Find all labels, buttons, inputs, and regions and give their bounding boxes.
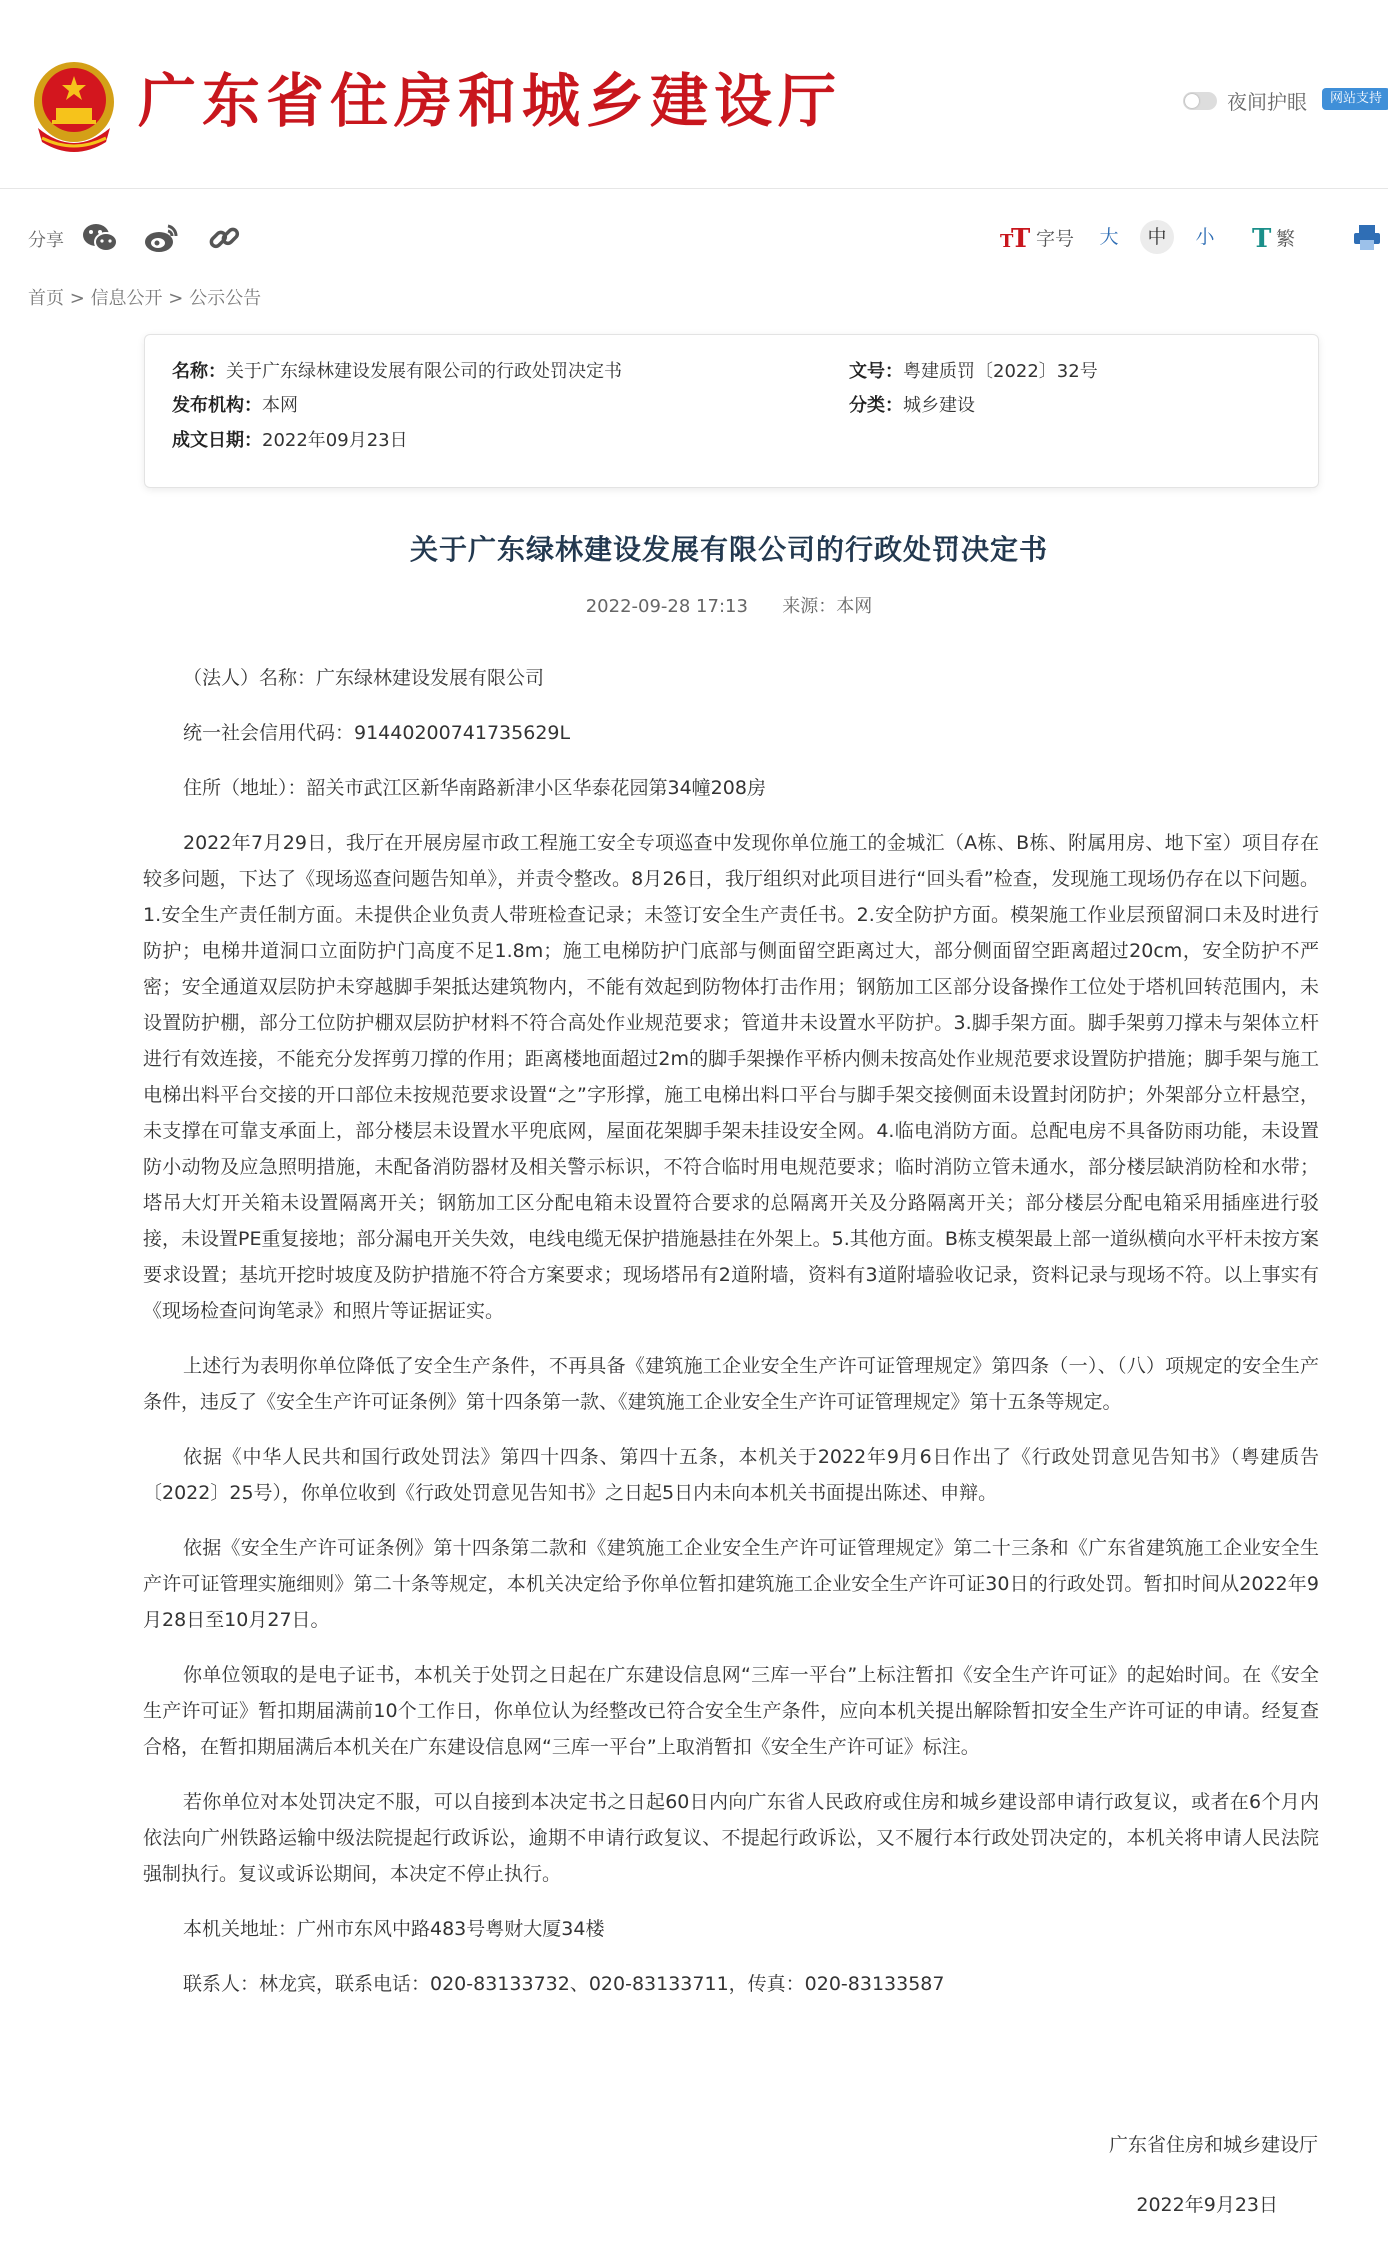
meta-date-label: 成文日期： [172,430,262,451]
meta-publisher-label: 发布机构： [172,395,262,416]
sign-date: 2022年9月23日 [1136,2194,1278,2216]
site-header [0,0,1388,189]
site-title[interactable]: 广东省住房和城乡建设厅 [138,67,843,135]
signature: 广东省住房和城乡建设厅 [1108,2134,1318,2156]
print-icon[interactable] [1352,222,1382,252]
meta-publisher-value: 本网 [262,395,298,416]
paragraph-decision: 依据《安全生产许可证条例》第十四条第二款和《建筑施工企业安全生产许可证管理规定》第二十三条和《广东省建筑施工企业安全生产许可证管理实施细则》第二十条等规定，本机关决定给予你单位暂扣建筑施工企业安全生产许可证30日的行政处罚。暂扣时间从2022年9月28日至10月27日。 [143,1537,1319,1631]
paragraph-notice: 依据《中华人民共和国行政处罚法》第四十四条、第四十五条，本机关于2022年9月6日作出了《行政处罚意见告知书》（粤建质告〔2022〕25号），你单位收到《行政处罚意见告知书》之日起5日内未向本机关书面提出陈述、申辩。 [143,1446,1319,1504]
traditional-chinese-toggle[interactable] [1252,220,1295,254]
breadcrumb-announcements[interactable]: 公示公告 [189,288,262,309]
svg-text:T: T [1011,224,1030,251]
toggle-switch-icon[interactable] [1183,92,1217,110]
meta-category [849,391,975,417]
toolbar [0,212,1388,262]
meta-category-label: 分类： [849,395,903,416]
breadcrumb [28,284,261,310]
font-size-icon [1000,223,1030,251]
paragraph-office-address: 本机关地址：广州市东风中路483号粤财大厦34楼 [183,1918,605,1940]
svg-text:T: T [1000,231,1014,251]
paragraph-certificate: 你单位领取的是电子证书，本机关于处罚之日起在广东建设信息网“三库一平台”上标注暂扣《安全生产许可证》的起始时间。在《安全生产许可证》暂扣期届满前10个工作日，你单位认为经整改已符合安全生产条件，应向本机关提出解除暂扣安全生产许可证的申请。经复查合格，在暂扣期届满后本机关在广东建设信息网“三库一平台”上取消暂扣《安全生产许可证》标注。 [143,1664,1319,1758]
meta-doc-no [849,357,1098,383]
support-badge[interactable]: 网站支持 [1322,88,1388,110]
article-title: 关于广东绿林建设发展有限公司的行政处罚决定书 [409,533,1048,566]
paragraph-legal-name: （法人）名称：广东绿林建设发展有限公司 [183,667,545,689]
paragraph-facts: 2022年7月29日，我厅在开展房屋市政工程施工安全专项巡查中发现你单位施工的金城汇（A栋、B栋、附属用房、地下室）项目存在较多问题，下达了《现场巡查问题告知单》，并责令整改。8月26日，我厅组织对此项目进行“回头看”检查，发现施工现场仍存在以下问题。1.安全生产责任制方面。未提供企业负责人带班检查记录；未签订安全生产责任书。2.安全防护方面。模架施工作业层预留洞口未及时进行防护；电梯井道洞口立面防护门高度不足1.8m；施工电梯防护门底部与侧面留空距离过大，部分侧面留空距离超过20cm，安全防护不严密；安全通道双层防护未穿越脚手架抵达建筑物内，不能有效起到防物体打击作用；钢筋加工区部分设备操作工位处于塔机回转范围内，未设置防护棚，部分工位防护棚双层防护材料不符合高处作业规范要求；管道井未设置水平防护。3.脚手架方面。脚手架剪刀撑未与架体立杆进行有效连接，不能充分发挥剪刀撑的作用；距离楼地面超过2m的脚手架操作平桥内侧未按高处作业规范要求设置防护措施；脚手架与施工电梯出料平台交接的开口部位未按规范要求设置“之”字形撑，施工电梯出料口平台与脚手架交接侧面未设置封闭防护；外架部分立杆悬空，未支撑在可靠支承面上，部分楼层未设置水平兜底网，屋面花架脚手架未挂设安全网。4.临电消防方面。总配电房不具备防雨功能，未设置防小动物及应急照明措施，未配备消防器材及相关警示标识，不符合临时用电规范要求；临时消防立管未通水，部分楼层缺消防栓和水带；塔吊大灯开关箱未设置隔离开关；钢筋加工区分配电箱未设置符合要求的总隔离开关及分路隔离开关；部分楼层分配电箱采用插座进行驳接，未设置PE重复接地；部分漏电开关失效，电线电缆无保护措施悬挂在外架上。5.其他方面。B栋支模架最上部一道纵横向水平杆未按方案要求设置；基坑开挖时坡度及防护措施不符合方案要求；现场塔吊有2道附墙，资料有3道附墙验收记录，资料记录与现场不符。以上事实有《现场检查问询笔录》和照片等证据证实。 [143,832,1319,1322]
font-size-label: 字号 [1036,227,1075,250]
meta-doc-no-label: 文号： [849,361,903,382]
meta-publisher [172,391,298,417]
traditional-icon [1252,223,1276,251]
document-meta-box [144,334,1319,488]
meta-date-value: 2022年09月23日 [262,430,408,451]
paragraph-credit-code: 统一社会信用代码：91440200741735629L [183,722,571,744]
paragraph-violation: 上述行为表明你单位降低了安全生产条件，不再具备《建筑施工企业安全生产许可证管理规定》第四条（一）、（八）项规定的安全生产条件，违反了《安全生产许可证条例》第十四条第一款、《建筑施工企业安全生产许可证管理规定》第十五条等规定。 [143,1355,1319,1413]
night-mode-toggle[interactable] [1183,86,1307,115]
breadcrumb-home[interactable]: 首页 [28,288,64,309]
breadcrumb-separator: > [168,288,184,309]
font-medium-button[interactable]: 中 [1140,220,1174,254]
article-source: 来源：本网 [782,596,873,617]
weibo-icon[interactable] [142,218,182,258]
meta-date [172,426,408,452]
paragraph-contact: 联系人：林龙宾，联系电话：020-83133732、020-83133711，传真：020-83133587 [183,1973,945,1995]
font-large-button[interactable]: 大 [1099,226,1119,248]
meta-category-value: 城乡建设 [903,395,975,416]
breadcrumb-separator: > [69,288,85,309]
night-mode-label: 夜间护眼 [1227,90,1307,114]
font-small-button[interactable]: 小 [1195,226,1215,248]
svg-text:T: T [1252,224,1272,251]
article-datetime: 2022-09-28 17:13 [585,596,748,617]
breadcrumb-info-public[interactable]: 信息公开 [90,288,163,309]
article-meta [0,592,1388,618]
wechat-icon[interactable] [80,218,120,258]
meta-name-label: 名称： [172,361,226,382]
meta-name [172,357,622,383]
paragraph-address: 住所（地址）：韶关市武江区新华南路新津小区华泰花园第34幢208房 [183,777,766,799]
link-icon[interactable] [204,218,244,258]
share-label: 分享 [28,230,64,251]
national-emblem-icon [28,58,120,154]
meta-doc-no-value: 粤建质罚〔2022〕32号 [903,361,1098,382]
traditional-label: 繁 [1276,227,1296,250]
paragraph-appeal: 若你单位对本处罚决定不服，可以自接到本决定书之日起60日内向广东省人民政府或住房和城乡建设部申请行政复议，或者在6个月内依法向广州铁路运输中级法院提起行政诉讼，逾期不申请行政复议、不提起行政诉讼，又不履行本行政处罚决定的，本机关将申请人民法院强制执行。复议或诉讼期间，本决定不停止执行。 [143,1791,1319,1885]
meta-name-value: 关于广东绿林建设发展有限公司的行政处罚决定书 [226,361,622,382]
article-body [143,660,1319,2021]
font-size-control [1000,220,1236,254]
